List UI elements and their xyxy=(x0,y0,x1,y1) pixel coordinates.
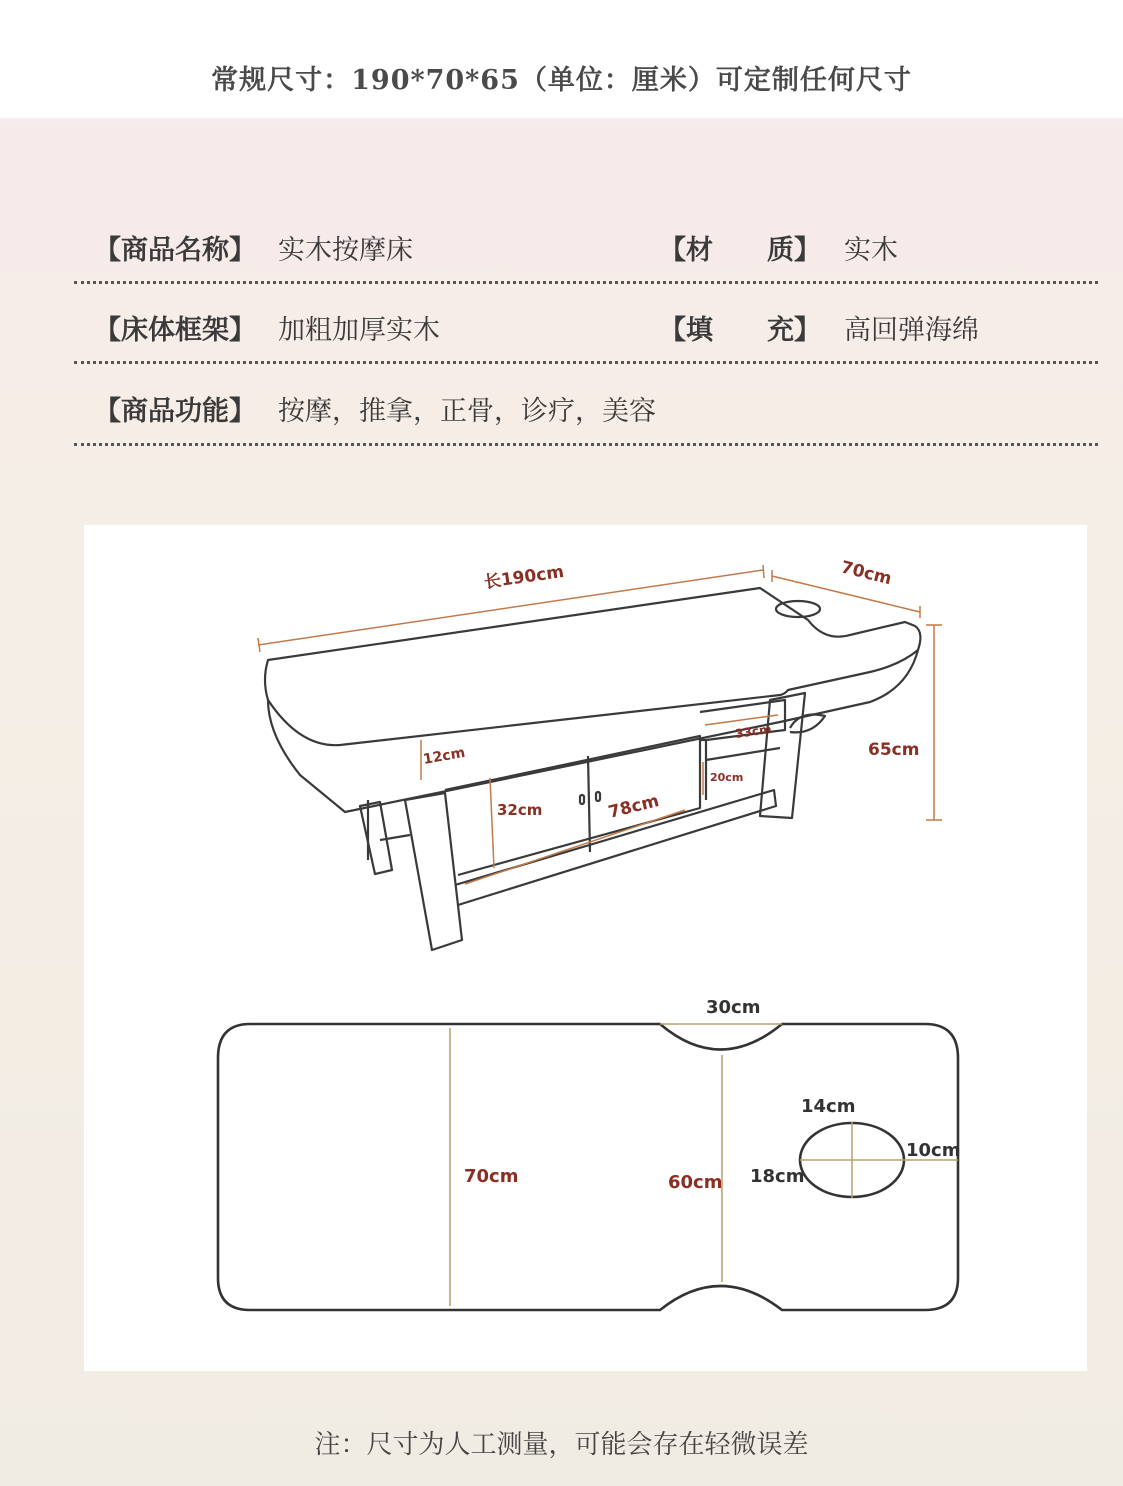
door-handle-right xyxy=(596,792,600,801)
shelf-label: 20cm xyxy=(710,771,744,784)
edge-distance-label: 10cm xyxy=(906,1140,961,1161)
cabinet-width-label: 78cm xyxy=(606,790,662,823)
cabinet-width-dim-line xyxy=(465,810,685,884)
filling-value: 高回弹海绵 xyxy=(844,315,979,346)
towel-hook xyxy=(790,715,825,733)
dimension-lines-top xyxy=(450,1024,961,1306)
material-value: 实木 xyxy=(844,235,898,266)
hole-length-label: 18cm xyxy=(750,1166,805,1187)
door-handle-left xyxy=(580,795,584,804)
left-front-leg xyxy=(405,793,462,950)
filling-label: 【填 充】 xyxy=(659,315,821,346)
function-value: 按摩，推拿，正骨，诊疗，美容 xyxy=(278,396,656,427)
full-width-label: 70cm xyxy=(464,1166,519,1187)
function-label: 【商品功能】 xyxy=(94,396,256,427)
right-front-leg xyxy=(760,693,805,818)
frame-label: 【床体框架】 xyxy=(94,315,256,346)
frame-value: 加粗加厚实木 xyxy=(278,315,440,346)
length-label: 长190cm xyxy=(482,561,566,593)
dimension-labels-3d xyxy=(422,557,920,822)
top-view-outline xyxy=(218,1024,961,1310)
height-dim-line xyxy=(926,625,942,820)
cabinet-box xyxy=(445,736,700,875)
height-label: 65cm xyxy=(868,740,920,760)
cabinet-door-divider xyxy=(588,756,590,852)
bed-top-view xyxy=(218,1024,961,1310)
dimension-labels-top xyxy=(464,997,960,1193)
page-title: 常规尺寸：190*70*65（单位：厘米）可定制任何尺寸 xyxy=(211,65,912,96)
cutout-label: 30cm xyxy=(706,997,761,1018)
name-value: 实木按摩床 xyxy=(278,235,413,266)
hole-width-label: 14cm xyxy=(801,1096,856,1117)
tabletop-top xyxy=(265,588,920,745)
material-label: 【材 质】 xyxy=(659,235,821,266)
cabinet-height-label: 32cm xyxy=(497,801,543,819)
bed-3d-drawing xyxy=(265,588,920,950)
narrow-width-label: 60cm xyxy=(668,1172,723,1193)
drawer-label: 33cm xyxy=(734,722,773,741)
width-label: 70cm xyxy=(838,557,894,590)
name-label: 【商品名称】 xyxy=(94,235,256,266)
thickness-label: 12cm xyxy=(421,744,467,768)
cabinet-height-dim-line xyxy=(490,778,494,868)
tabletop-front xyxy=(268,650,918,812)
footer-note: 注：尺寸为人工测量，可能会存在轻微误差 xyxy=(314,1430,809,1460)
